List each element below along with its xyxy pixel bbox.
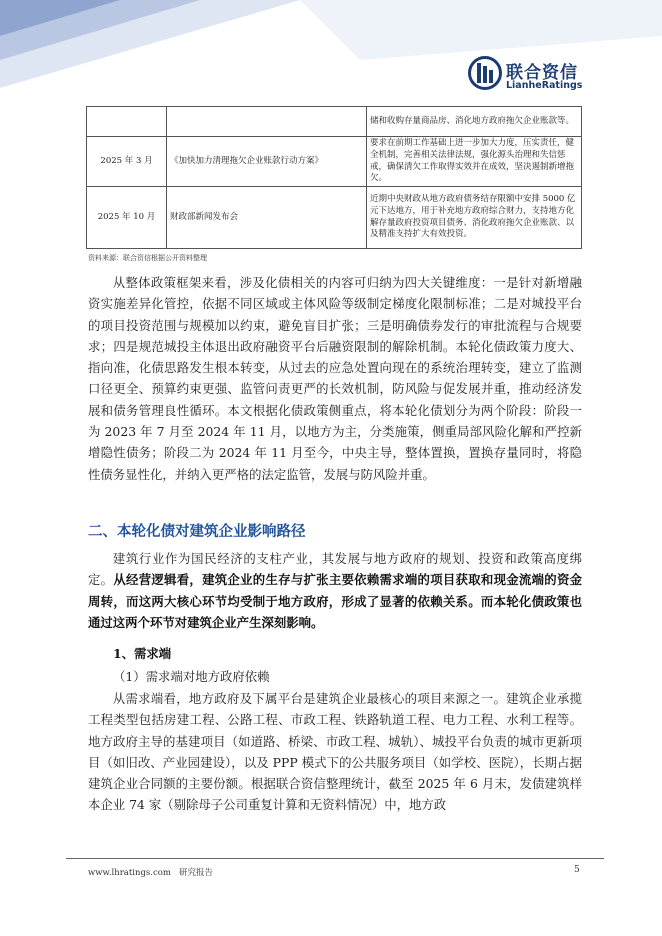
table-cell-document: 财政部新闻发布会 [167, 187, 367, 249]
brand-name-cn: 联合资信 [506, 63, 578, 83]
brand-logo [468, 56, 588, 96]
paragraph-emphasis: 从经营逻辑看，建筑企业的生存与扩张主要依赖需求端的项目获取和现金流端的资金周转，而这两大核心环节均受制于地方政府，形成了显著的依赖关系。而本轮化债政策也通过这两个环节对建筑企业产生深刻影响。 [88, 572, 583, 630]
table-row [87, 137, 582, 187]
sub-heading-demand-side: 1、需求端 [113, 646, 172, 661]
table-cell-date: 2025 年 3 月 [87, 137, 167, 187]
footer-website-link[interactable]: www.lhratings.com [88, 868, 171, 878]
table-row [87, 187, 582, 249]
footer-divider [66, 858, 604, 859]
footer-info [88, 866, 213, 878]
body-paragraph-demand: 从需求端看，地方政府及下属平台是建筑企业最核心的项目来源之一。建筑企业承揽工程类型包括房建工程、公路工程、市政工程、铁路轨道工程、电力工程、水利工程等。地方政府主导的基建项目（如道路、桥梁、市政工程、城轨）、城投平台负责的城市更新项目（如旧改、产业园建设），以及 PPP 模式下的公共服务项目（如学校、医院），长期占据建筑企业合同额的主要份额。根据联合资信整理统计，截至 2025 年 6 月末，发债建筑样本企业 74 家（剔除母子公司重复计算和无资料情况）中，地方政 [88, 691, 582, 813]
table-cell-document: 《加快加力清理拖欠企业账款行动方案》 [167, 137, 367, 187]
policy-table [86, 106, 582, 249]
sub-heading-government-dependence: （1）需求端对地方政府依赖 [113, 669, 270, 684]
table-cell-date [87, 107, 167, 137]
table-source-note: 资料来源：联合资信根据公开资料整理 [88, 254, 207, 262]
brand-name-en: LianheRatings [506, 80, 583, 91]
body-paragraph-industry [88, 548, 582, 633]
body-paragraph-policy-framework: 从整体政策框架来看，涉及化债相关的内容可归纳为四大关键维度：一是针对新增融资实施差异化管控，依据不同区域或主体风险等级制定梯度化限制标准；二是对城投平台的项目投资范围与规模加以约束，避免盲目扩张；三是明确债券发行的审批流程与合规要求；四是规范城投主体退出政府融资平台后融资限制的解除机制。本轮化债政策力度大、指向准，化债思路发生根本转变，从过去的应急处置向现在的系统治理转变，建立了监测口径更全、预算约束更强、监管问责更严的长效机制，防风险与促发展并重，推动经济发展和债务管理良性循环。本文根据化债政策侧重点，将本轮化债划分为两个阶段：阶段一为 2023 年 7 月至 2024 年 11 月，以地方为主，分类施策，侧重局部风险化解和严控新增隐性债务；阶段二为 2024 年 11 月至今，中央主导，整体置换，置换存量同时，将隐性债务显性化，并纳入更严格的法定监管，发展与防风险并重。 [88, 275, 582, 482]
paragraph-text: 建筑行业作为国民经济的支柱产业，其发展与地方政府的规划、投资和政策高度绑定。 [88, 551, 582, 588]
table-cell-content: 要求在前期工作基础上进一步加大力度，压实责任，健全机制，完善相关法律法规，强化源头治理和失信惩戒，确保清欠工作取得实效并在成效，坚决遏制新增拖欠。 [367, 137, 582, 187]
table-cell-date: 2025 年 10 月 [87, 187, 167, 249]
table-cell-document [167, 107, 367, 137]
footer-doc-type: 研究报告 [179, 868, 214, 878]
table-row [87, 107, 582, 137]
table-cell-content: 近期中央财政从地方政府债务结存限额中安排 5000 亿元下达地方，用于补充地方政府综合财力，支持地方化解存量政府投资项目债务、消化政府拖欠企业账款、以及精准支持扩大有效投资。 [367, 187, 582, 249]
table-cell-content: 储和收购存量商品房、消化地方政府拖欠企业账款等。 [367, 107, 582, 137]
header-band-right [300, 0, 662, 60]
lianhe-logo-icon [468, 56, 502, 90]
page-number: 5 [574, 865, 580, 875]
section-heading: 二、本轮化债对建筑企业影响路径 [88, 524, 306, 540]
